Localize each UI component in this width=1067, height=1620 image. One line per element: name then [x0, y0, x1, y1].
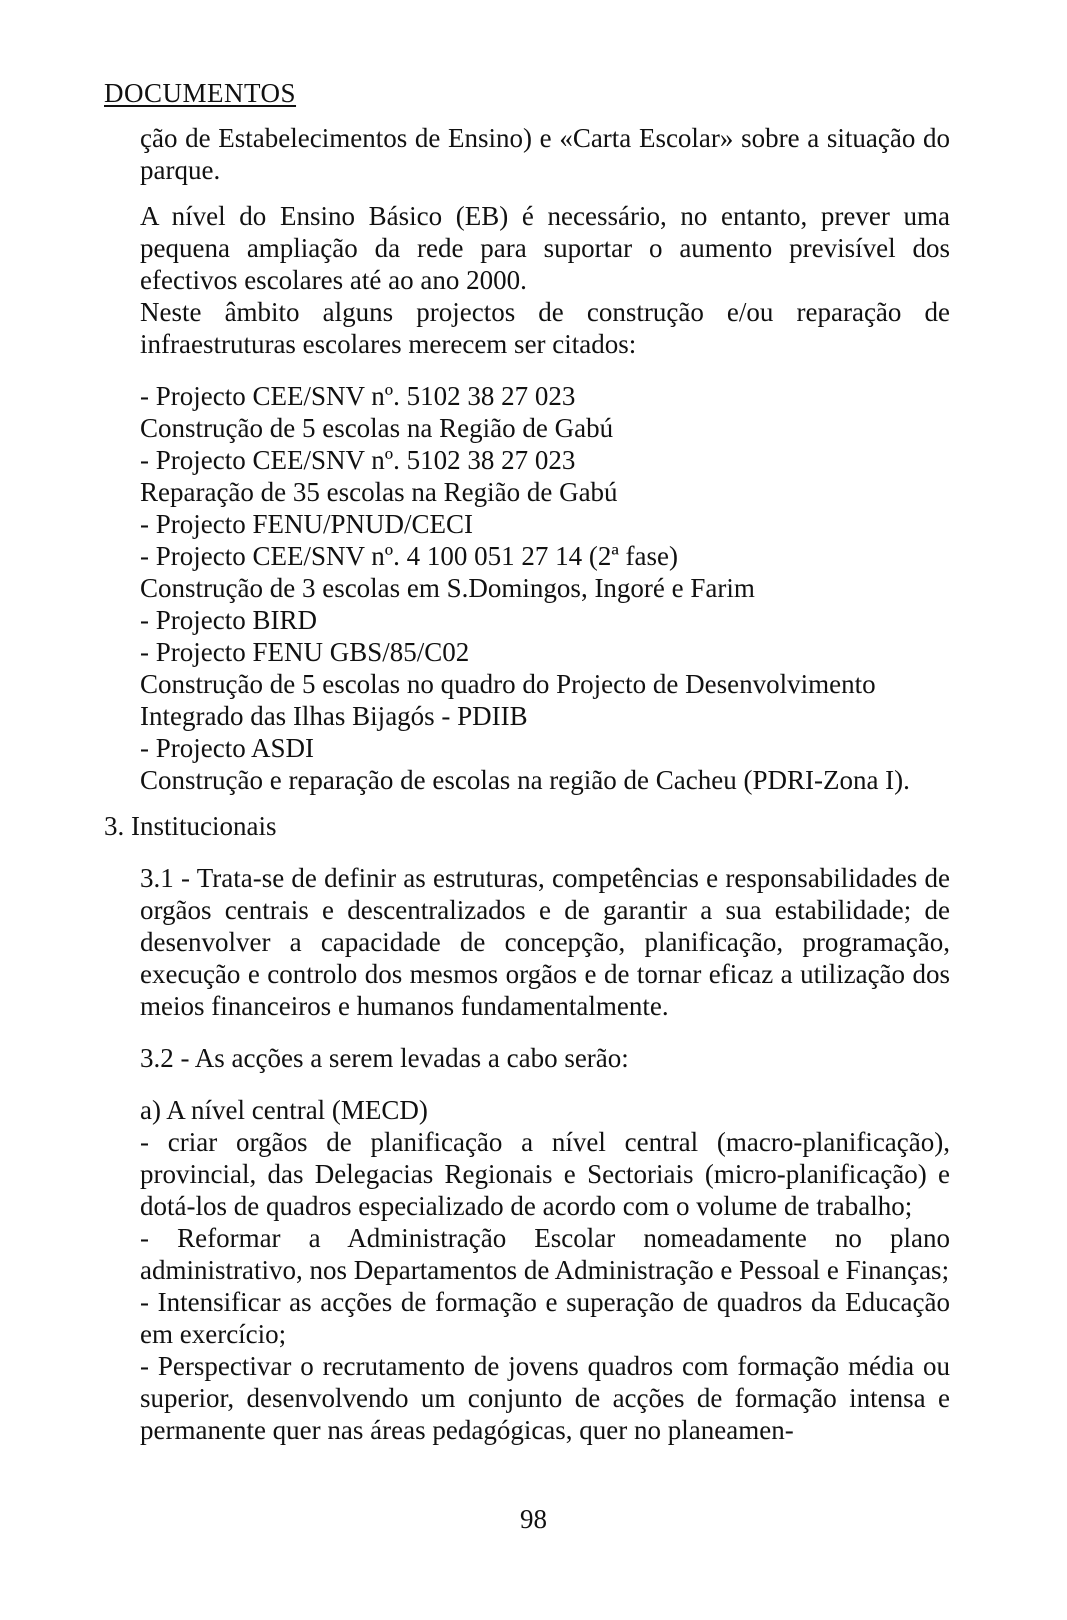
- list-item: Reparação de 35 escolas na Região de Gabú: [140, 477, 618, 507]
- paragraph-ensino-basico: A nível do Ensino Básico (EB) é necessário, no entanto, prever uma pequena ampliação da rede para suportar o aumento previsível dos efectivos escolares até ao ano 2000.: [140, 201, 950, 295]
- projects-list: [140, 380, 950, 796]
- paragraph-continuation: ção de Estabelecimentos de Ensino) e «Carta Escolar» sobre a situação do parque.: [140, 123, 950, 185]
- list-item: - Projecto CEE/SNV nº. 4 100 051 27 14 (2ª fase): [140, 541, 679, 571]
- action-item: - Perspectivar o recrutamento de jovens quadros com formação média ou superior, desenvolvendo um conjunto de acções de formação intensa e permanente quer nas áreas pedagógicas, quer no planeamen-: [140, 1351, 950, 1445]
- list-item: Construção de 3 escolas em S.Domingos, Ingoré e Farim: [140, 573, 755, 603]
- list-item: - Projecto FENU GBS/85/C02: [140, 637, 470, 667]
- list-item: Construção e reparação de escolas na região de Cacheu (PDRI-Zona I).: [140, 765, 910, 795]
- list-item: - Projecto CEE/SNV nº. 5102 38 27 023: [140, 381, 576, 411]
- paragraph-projectos-intro: Neste âmbito alguns projectos de construção e/ou reparação de infraestruturas escolares merecem ser citados:: [140, 297, 950, 359]
- list-item: - Projecto CEE/SNV nº. 5102 38 27 023: [140, 445, 576, 475]
- paragraph-3-2: 3.2 - As acções a serem levadas a cabo serão:: [140, 1043, 629, 1073]
- list-item: Construção de 5 escolas na Região de Gabú: [140, 413, 614, 443]
- action-item: - Intensificar as acções de formação e superação de quadros da Educação em exercício;: [140, 1287, 950, 1349]
- list-item: Construção de 5 escolas no quadro do Projecto de Desenvolvimento: [140, 669, 876, 699]
- action-item: - criar orgãos de planificação a nível central (macro-planificação), provincial, das Delegacias Regionais e Sectoriais (micro-planificação) e dotá-los de quadros especializado de acordo com o volume de trabalho;: [140, 1127, 950, 1221]
- list-item: - Projecto ASDI: [140, 733, 314, 763]
- list-item: - Projecto FENU/PNUD/CECI: [140, 509, 473, 539]
- subsection-heading-a: a) A nível central (MECD): [140, 1095, 428, 1125]
- page-number: 98: [520, 1504, 547, 1534]
- action-item: - Reformar a Administração Escolar nomeadamente no plano administrativo, nos Departamentos de Administração e Pessoal e Finanças;: [140, 1223, 950, 1285]
- running-header: DOCUMENTOS: [104, 78, 297, 108]
- paragraph-3-1: 3.1 - Trata-se de definir as estruturas, competências e responsabilidades de orgãos centrais e descentralizados e de garantir a sua estabilidade; de desenvolver a capacidade de concepção, planificação, programação, execução e controlo dos mesmos orgãos e de tornar eficaz a utilização dos meios financeiros e humanos fundamentalmente.: [140, 863, 950, 1021]
- list-item: - Projecto BIRD: [140, 605, 317, 635]
- list-item: Integrado das Ilhas Bijagós - PDIIB: [140, 701, 528, 731]
- body-text: [104, 122, 950, 1446]
- section-heading-institucionais: 3. Institucionais: [104, 811, 277, 841]
